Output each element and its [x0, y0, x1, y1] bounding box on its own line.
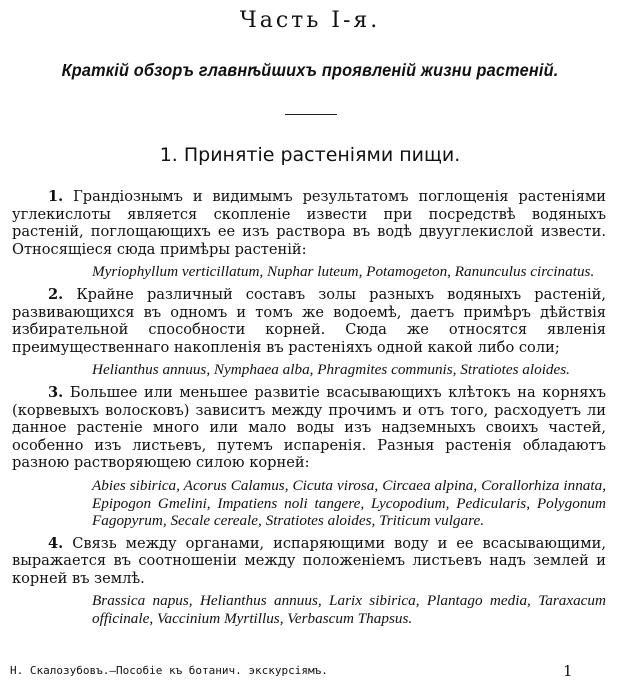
species-list-2: Helianthus annuus, Nymphaea alba, Phragmites communis, Stratiotes aloides.: [92, 361, 570, 379]
paragraph-number: 1.: [48, 188, 64, 205]
paragraph-number: 3.: [48, 383, 64, 401]
species-list-1: Myriophyllum verticillatum, Nuphar luteum, Potamogeton, Ranunculus circinatus.: [92, 263, 595, 281]
paragraph-number: 2.: [48, 285, 64, 303]
page-number: 1: [563, 662, 573, 680]
species-list-4: Brassica napus, Helianthus annuus, Larix sibirica, Plantago media, Taraxacum officinale, Vaccinium Myrtillus, Verbascum Thapsus.: [92, 592, 606, 628]
paragraph-3: [12, 384, 606, 472]
part-title: Часть I-я.: [239, 8, 381, 33]
paragraph-2: [12, 286, 606, 356]
paragraph-text: Грандіознымъ и видимымъ результатомъ поглощенія растеніями углекислоты является скопленіе извести при посредствѣ водяныхъ растеній, поглощающихъ ее изъ раствора въ водѣ двууглекислой извести. Относящіеся сюда примѣры растеній:: [12, 188, 606, 258]
paragraph-4: [12, 535, 606, 588]
paragraph-text: Крайне различный составъ золы разныхъ водяныхъ растеній, развивающихся въ одномъ и томъ же водоемѣ, даетъ примѣръ дѣйствія избирательной способности корней. Сюда же относятся явленія преимущественнаго накопленія въ растеніяхъ одной какой либо соли;: [12, 285, 606, 356]
section-title: 1. Принятіе растеніями пищи.: [159, 144, 461, 166]
chapter-subtitle: Краткій обзоръ главнѣйшихъ проявленій жизни растеній.: [61, 60, 559, 80]
paragraph-text: Связь между органами, испаряющими воду и ее всасывающими, выражается въ соотношеніи между положеніемъ листьевъ надъ землей и корней въ землѣ.: [12, 534, 606, 587]
paragraph-text: Большее или меньшее развитіе всасывающихъ клѣтокъ на корняхъ (корвевыхъ волосковъ) зависитъ между прочимъ и отъ того, расходуетъ ли данное растеніе много или мало воды изъ надземныхъ своихъ частей, особенно изъ листьевъ, путемъ испаренія. Разныя растенія обладаютъ разною растворяющею силою корней:: [12, 383, 606, 472]
page-body: [12, 188, 606, 633]
footer-citation: Н. Скалозубовъ.—Пособіе къ ботанич. экскурсіямъ.: [10, 664, 328, 677]
paragraph-number: 4.: [48, 534, 64, 552]
species-list-3: Abies sibirica, Acorus Calamus, Cicuta virosa, Circaea alpina, Corallorhiza innata, Epipogon Gmelini, Impatiens noli tangere, Lycopodium, Pedicularis, Polygonum Fagopyrum, Secale cereale, Stratiotes aloides, Triticum vulgare.: [92, 476, 606, 530]
divider-rule: [285, 114, 337, 115]
paragraph-1: [12, 188, 606, 258]
